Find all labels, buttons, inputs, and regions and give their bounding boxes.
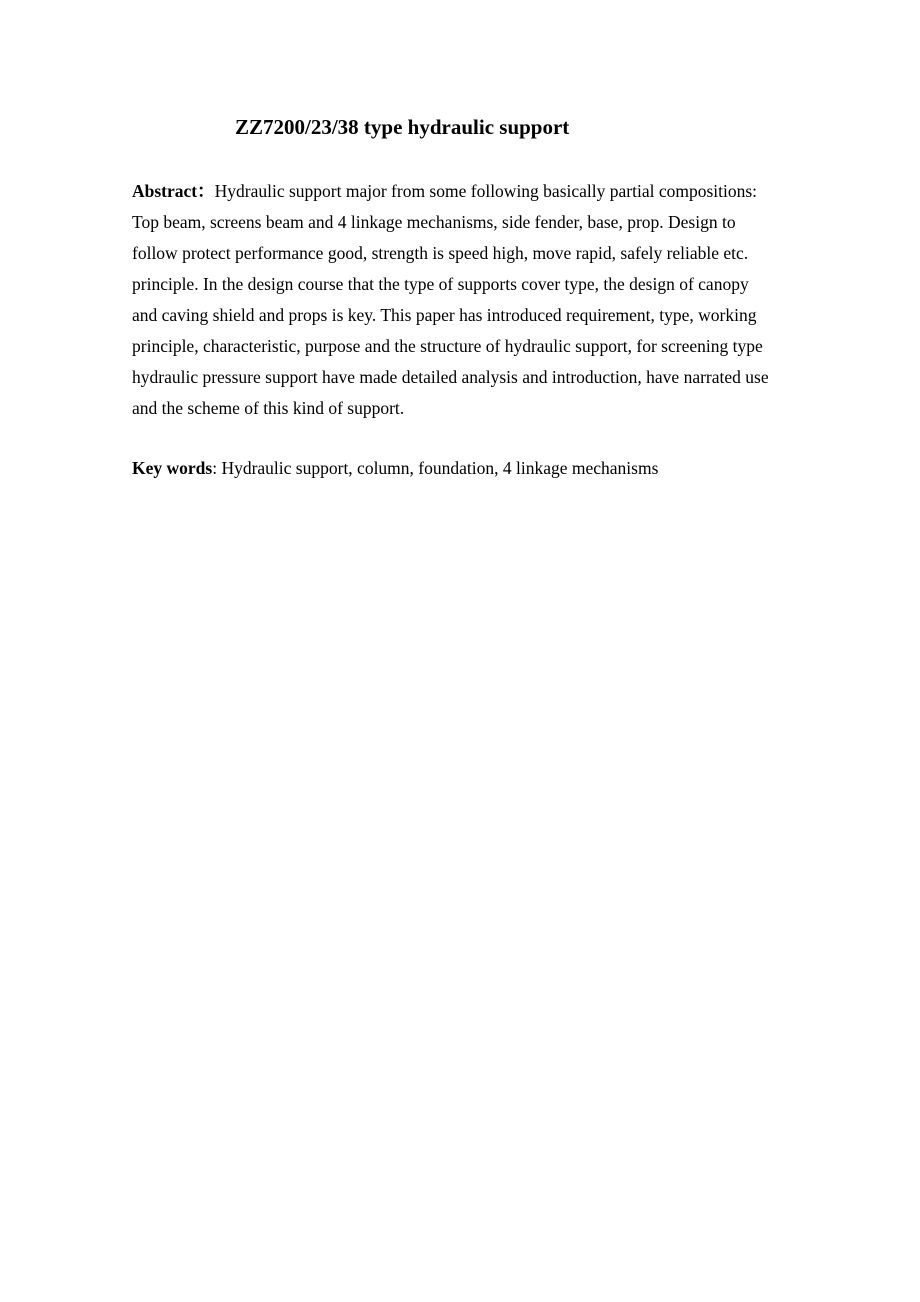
abstract-text-line: principle. In the design course that the type of supports cover type, the design of canopy xyxy=(132,274,749,294)
abstract-text-line: follow protect performance good, strength is speed high, move rapid, safely reliable etc. xyxy=(132,243,749,263)
abstract-line-1 xyxy=(132,176,812,207)
abstract-text-line: principle, characteristic, purpose and the structure of hydraulic support, for screening type xyxy=(132,336,763,356)
abstract-text-line: hydraulic pressure support have made detailed analysis and introduction, have narrated use xyxy=(132,367,769,387)
keywords-label: Key words xyxy=(132,458,213,478)
keywords-separator: : xyxy=(212,458,218,478)
abstract-text-line: Top beam, screens beam and 4 linkage mechanisms, side fender, base, prop. Design to xyxy=(132,212,736,232)
keywords-text: Hydraulic support, column, foundation, 4 linkage mechanisms xyxy=(217,458,659,478)
keywords-section xyxy=(132,453,812,484)
abstract-text-line: and caving shield and props is key. This paper has introduced requirement, type, working xyxy=(132,305,757,325)
abstract-text-line: and the scheme of this kind of support. xyxy=(132,398,405,418)
page-title: ZZ7200/23/38 type hydraulic support xyxy=(235,115,570,139)
abstract-label: Abstract： xyxy=(132,181,215,201)
abstract-text-line: Hydraulic support major from some following basically partial compositions: xyxy=(214,181,758,201)
abstract-section xyxy=(132,176,812,424)
